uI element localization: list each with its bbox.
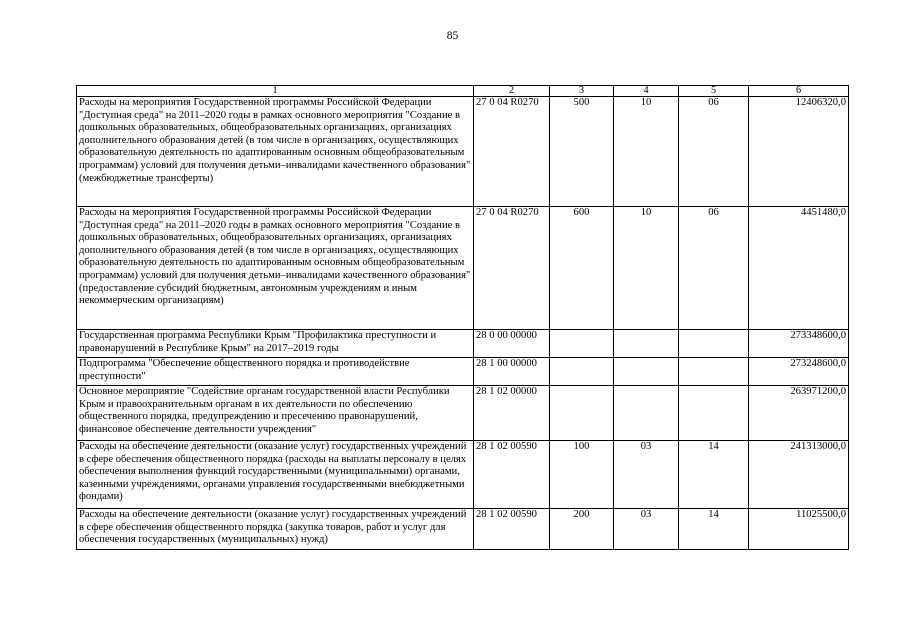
row-name: Основное мероприятие "Содействие органам государственной власти Республики Крым и правоохранительным органам в их деятельности по обеспечению общественного порядка, предупреждению и пресечению правонарушений, финансовое обеспечение деятельности учреждения"	[77, 386, 474, 441]
row-col3	[550, 358, 614, 386]
row-col4	[614, 386, 679, 441]
column-header-3: 3	[550, 86, 614, 97]
row-col4: 10	[614, 207, 679, 330]
row-code: 27 0 04 R0270	[474, 207, 550, 330]
table-row	[77, 358, 849, 386]
row-name: Государственная программа Республики Крым "Профилактика преступности и правонарушений в Республике Крым" на 2017–2019 годы	[77, 330, 474, 358]
row-col3	[550, 386, 614, 441]
row-code: 28 1 00 00000	[474, 358, 550, 386]
row-amount: 273248600,0	[749, 358, 849, 386]
row-amount: 263971200,0	[749, 386, 849, 441]
table-row	[77, 386, 849, 441]
row-col5: 06	[679, 97, 749, 207]
row-code: 28 1 02 00590	[474, 441, 550, 509]
page-number: 85	[446, 30, 459, 42]
table-header-row	[77, 86, 849, 97]
row-col5: 14	[679, 509, 749, 550]
row-name: Расходы на мероприятия Государственной программы Российской Федерации "Доступная среда" на 2011–2020 годы в рамках основного мероприятия "Создание в дошкольных образовательных, общеобразовательных организациях, организациях дополнительного образования детей (в том числе в организациях, осуществляющих образовательную деятельность по адаптированным основным общеобразовательным программам) условий для получения детьми–инвалидами качественного образования" (предоставление субсидий бюджетным, автономным учреждениям и иным некоммерческим организациям)	[77, 207, 474, 330]
row-col3: 100	[550, 441, 614, 509]
row-name: Расходы на обеспечение деятельности (оказание услуг) государственных учреждений в сфере обеспечения общественного порядка (закупка товаров, работ и услуг для обеспечения государственных (муниципальных) нужд)	[77, 509, 474, 550]
row-code: 28 1 02 00590	[474, 509, 550, 550]
row-name: Расходы на мероприятия Государственной программы Российской Федерации "Доступная среда" на 2011–2020 годы в рамках основного мероприятия "Создание в дошкольных образовательных, общеобразовательных организациях, организациях дополнительного образования детей (в том числе в организациях, осуществляющих образовательную деятельность по адаптированным основным общеобразовательным программам) условий для получения детьми–инвалидами качественного образования" (межбюджетные трансферты)	[77, 97, 474, 207]
table-row	[77, 97, 849, 207]
row-amount: 241313000,0	[749, 441, 849, 509]
row-col5	[679, 386, 749, 441]
row-name: Подпрограмма "Обеспечение общественного порядка и противодействие преступности"	[77, 358, 474, 386]
row-amount: 4451480,0	[749, 207, 849, 330]
row-col5: 06	[679, 207, 749, 330]
row-col5	[679, 358, 749, 386]
row-col4	[614, 358, 679, 386]
row-col5	[679, 330, 749, 358]
row-col3: 500	[550, 97, 614, 207]
column-header-2: 2	[474, 86, 550, 97]
row-name: Расходы на обеспечение деятельности (оказание услуг) государственных учреждений в сфере обеспечения общественного порядка (расходы на выплаты персоналу в целях обеспечения выполнения функций государственными (муниципальными) органами, казенными учреждениями, органами управления государственными внебюджетными фондами)	[77, 441, 474, 509]
row-col4	[614, 330, 679, 358]
row-col4: 03	[614, 509, 679, 550]
column-header-5: 5	[679, 86, 749, 97]
row-col4: 03	[614, 441, 679, 509]
row-amount: 11025500,0	[749, 509, 849, 550]
column-header-6: 6	[749, 86, 849, 97]
budget-table	[76, 85, 849, 550]
row-col4: 10	[614, 97, 679, 207]
row-amount: 273348600,0	[749, 330, 849, 358]
row-col3	[550, 330, 614, 358]
table-row	[77, 509, 849, 550]
row-amount: 12406320,0	[749, 97, 849, 207]
table-row	[77, 207, 849, 330]
row-col5: 14	[679, 441, 749, 509]
row-col3: 200	[550, 509, 614, 550]
column-header-1: 1	[77, 86, 474, 97]
column-header-4: 4	[614, 86, 679, 97]
row-code: 27 0 04 R0270	[474, 97, 550, 207]
table-row	[77, 441, 849, 509]
table-row	[77, 330, 849, 358]
row-code: 28 0 00 00000	[474, 330, 550, 358]
row-col3: 600	[550, 207, 614, 330]
row-code: 28 1 02 00000	[474, 386, 550, 441]
